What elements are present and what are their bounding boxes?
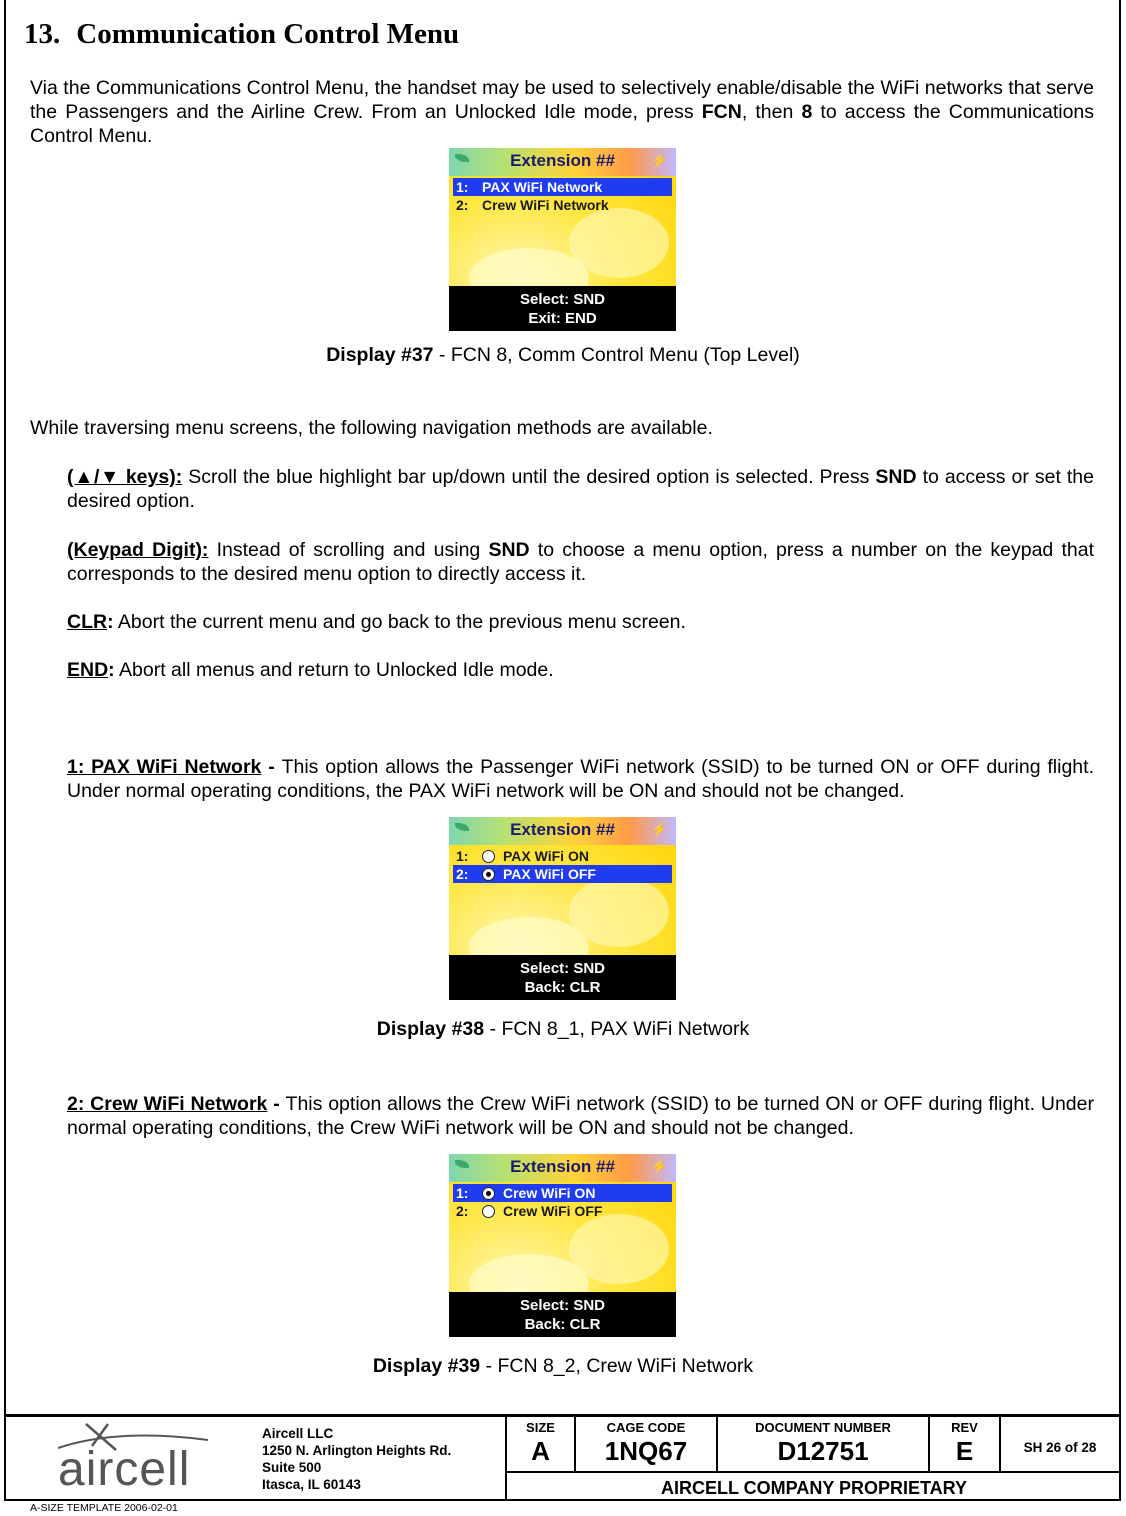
cage-code-value: 1NQ67: [604, 1436, 688, 1466]
section-number: 13.: [24, 18, 61, 50]
menu-item-index: 1:: [456, 1185, 469, 1201]
nav-text: to choose a menu option, press a number on the keypad that corresponds to the desired menu option to directly access it.: [67, 539, 1094, 585]
company-name: Aircell LLC: [262, 1426, 334, 1441]
revision-value: E: [955, 1436, 974, 1466]
menu-item-index: 1:: [456, 848, 469, 864]
digit-eight: 8: [801, 101, 813, 123]
address-line: 1250 N. Arlington Heights Rd.: [262, 1443, 452, 1458]
template-label: A-SIZE TEMPLATE 2006-02-01: [30, 1502, 178, 1514]
softkey-exit[interactable]: Exit: END: [528, 310, 597, 327]
menu-item-label: PAX WiFi Network: [482, 179, 603, 195]
phone-display-37: [449, 148, 676, 331]
display-caption: [0, 1355, 1126, 1378]
softkey-back[interactable]: Back: CLR: [524, 979, 601, 996]
menu-item-pax-wifi[interactable]: [453, 178, 672, 196]
section-title: Communication Control Menu: [76, 18, 460, 50]
display-header-title: Extension ##: [510, 1157, 615, 1176]
display-caption: [0, 344, 1126, 367]
nav-term: (Keypad Digit):: [67, 539, 209, 561]
revision-label: REV: [951, 1420, 978, 1435]
menu-item-label: PAX WiFi OFF: [503, 866, 596, 882]
snd-key: SND: [488, 539, 530, 561]
address-line: Suite 500: [262, 1460, 322, 1475]
nav-text: to access or set the desired option.: [67, 466, 1094, 512]
display-header-title: Extension ##: [510, 820, 615, 839]
option-term: 2: Crew WiFi Network: [67, 1093, 268, 1115]
menu-item-label: PAX WiFi ON: [503, 848, 589, 864]
size-label: SIZE: [526, 1420, 555, 1435]
nav-clr: [67, 610, 1094, 634]
logo-wordmark: aircell: [58, 1443, 191, 1496]
nav-text: Abort all menus and return to Unlocked Idle mode.: [114, 659, 554, 681]
cage-code-label: CAGE CODE: [606, 1420, 686, 1435]
phone-display-39: [449, 1154, 676, 1337]
title-block-border: [505, 1471, 1121, 1473]
caption-label: Display #37: [326, 344, 434, 366]
option-dash: -: [261, 756, 282, 778]
cloud-decoration: [569, 877, 669, 947]
menu-item-index: 2:: [456, 197, 469, 213]
address-line: Itasca, IL 60143: [262, 1477, 361, 1492]
lightning-icon: ⚡: [650, 821, 668, 837]
option-crew-wifi: [67, 1092, 1094, 1140]
menu-item-pax-wifi-off[interactable]: [453, 865, 672, 883]
nav-keypad-digit: [67, 538, 1094, 586]
nav-text: Scroll the blue highlight bar up/down until the desired option is selected. Press: [182, 466, 876, 488]
navigation-lead: While traversing menu screens, the following navigation methods are available.: [30, 417, 713, 439]
nav-term: (▲/▼ keys):: [67, 466, 183, 488]
radio-unchecked-icon: [482, 1205, 495, 1218]
caption-text: - FCN 8_1, PAX WiFi Network: [484, 1018, 750, 1040]
option-text: This option allows the Passenger WiFi network (SSID) to be turned ON or OFF during flight. Under normal operating conditions, the PAX WiFi network will be ON and should not be changed.: [67, 756, 1094, 802]
snd-key: SND: [875, 466, 917, 488]
softkey-select[interactable]: Select: SND: [519, 960, 606, 977]
lightning-icon: ⚡: [650, 152, 668, 168]
cloud-decoration: [569, 208, 669, 278]
option-pax-wifi: [67, 755, 1094, 803]
menu-item-crew-wifi-on[interactable]: [453, 1184, 672, 1202]
nav-text: Abort the current menu and go back to the previous menu screen.: [113, 611, 686, 633]
menu-item-crew-wifi[interactable]: [453, 196, 672, 214]
softkey-select[interactable]: Select: SND: [519, 291, 606, 308]
menu-item-index: 1:: [456, 179, 469, 195]
radio-checked-icon: [482, 1187, 495, 1200]
menu-item-crew-wifi-off[interactable]: [453, 1202, 672, 1220]
cloud-decoration: [569, 1214, 669, 1284]
nav-term: CLR: [67, 611, 108, 633]
softkey-back[interactable]: Back: CLR: [524, 1316, 601, 1333]
softkey-bar: [449, 286, 676, 331]
nav-end: [67, 658, 1094, 682]
company-address: [262, 1425, 451, 1493]
nav-arrow-keys: [67, 465, 1094, 513]
display-caption: [0, 1018, 1126, 1041]
menu-item-index: 2:: [456, 866, 469, 882]
phone-display-38: [449, 817, 676, 1000]
menu-item-label: Crew WiFi OFF: [503, 1203, 603, 1219]
option-text: This option allows the Crew WiFi network (SSID) to be turned ON or OFF during flight. Under normal operating conditions, the Crew WiFi network will be ON and should not be changed.: [67, 1093, 1094, 1139]
document-number-label: DOCUMENT NUMBER: [755, 1420, 891, 1435]
sheet-number: SH 26 of 28: [1023, 1440, 1097, 1455]
menu-item-index: 2:: [456, 1203, 469, 1219]
title-block-border: [4, 1499, 1121, 1501]
nav-colon: :: [107, 611, 114, 633]
section-heading: [24, 18, 459, 51]
aircell-logo: [58, 1422, 208, 1494]
radio-checked-icon: [482, 868, 495, 881]
caption-text: - FCN 8_2, Crew WiFi Network: [480, 1355, 754, 1377]
caption-label: Display #39: [372, 1355, 481, 1377]
nav-text: Instead of scrolling and using: [208, 539, 489, 561]
nav-colon: :: [108, 659, 115, 681]
nav-term: END: [67, 659, 109, 681]
softkey-bar: [449, 955, 676, 1000]
intro-text: , then: [741, 101, 802, 123]
proprietary-notice: AIRCELL COMPANY PROPRIETARY: [660, 1478, 968, 1498]
intro-text: to access the Communications Control Menu.: [30, 101, 1095, 147]
caption-label: Display #38: [376, 1018, 485, 1040]
caption-text: - FCN 8, Comm Control Menu (Top Level): [433, 344, 800, 366]
menu-item-label: Crew WiFi ON: [503, 1185, 596, 1201]
radio-unchecked-icon: [482, 850, 495, 863]
option-term: 1: PAX WiFi Network: [67, 756, 262, 778]
fcn-key: FCN: [701, 101, 742, 123]
document-number-value: D12751: [777, 1436, 869, 1466]
option-dash: -: [267, 1093, 286, 1115]
title-block-border: [4, 1414, 1121, 1417]
softkey-select[interactable]: Select: SND: [519, 1297, 606, 1314]
menu-item-label: Crew WiFi Network: [482, 197, 609, 213]
softkey-bar: [449, 1292, 676, 1337]
display-header-title: Extension ##: [510, 151, 615, 170]
menu-item-pax-wifi-on[interactable]: [453, 847, 672, 865]
lightning-icon: ⚡: [650, 1158, 668, 1174]
intro-paragraph: [30, 76, 1094, 148]
size-value: A: [531, 1436, 550, 1466]
intro-text: Via the Communications Control Menu, the handset may be used to selectively enable/disable the WiFi networks that serve the Passengers and the Airline Crew. From an Unlocked Idle mode, press: [30, 77, 1094, 123]
